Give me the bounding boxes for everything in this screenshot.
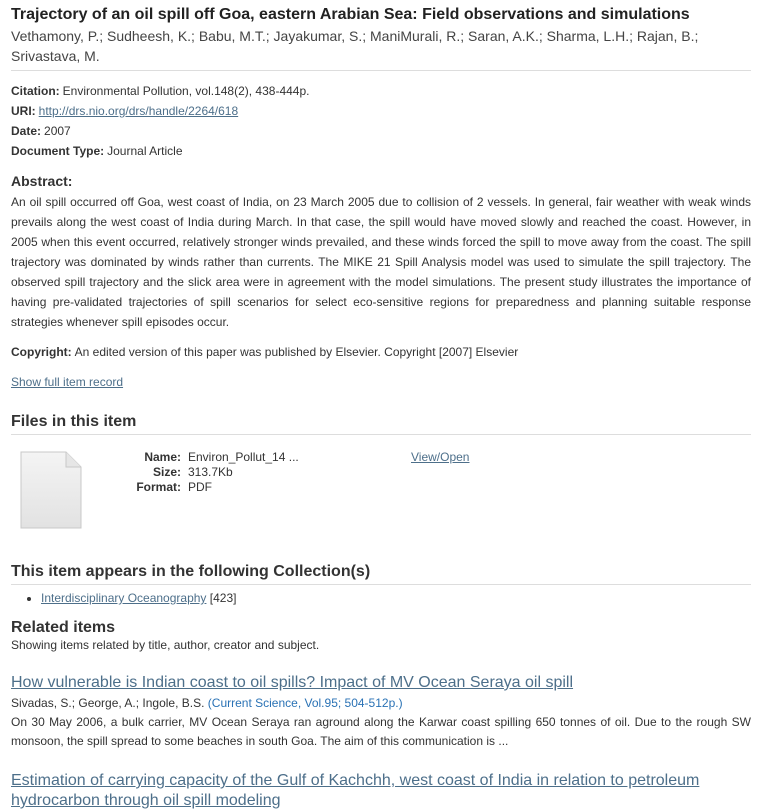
collection-link[interactable]: Interdisciplinary Oceanography <box>41 591 207 605</box>
doctype-value: Journal Article <box>107 144 183 158</box>
abstract-heading: Abstract: <box>11 173 73 189</box>
file-format-value: PDF <box>188 480 212 494</box>
collection-count: [423] <box>209 591 237 605</box>
date-field <box>11 121 751 141</box>
document-icon[interactable] <box>20 451 82 529</box>
citation-value: Environmental Pollution, vol.148(2), 438-444p. <box>62 84 310 98</box>
date-value: 2007 <box>44 124 71 138</box>
citation-label: Citation: <box>11 84 60 98</box>
copyright-field <box>11 342 751 362</box>
show-full-record-link[interactable]: Show full item record <box>11 375 124 389</box>
copyright-label: Copyright: <box>11 345 72 359</box>
list-item <box>41 589 751 607</box>
citation-field <box>11 81 751 101</box>
file-name-value: Environ_Pollut_14 ... <box>188 450 299 464</box>
uri-link[interactable]: http://drs.nio.org/drs/handle/2264/618 <box>38 104 239 118</box>
file-size-label: Size: <box>152 465 181 479</box>
metadata-block <box>11 81 751 161</box>
file-size-value: 313.7Kb <box>188 465 233 479</box>
related-subheading: Showing items related by title, author, creator and subject. <box>11 638 320 652</box>
related-item-description: On 30 May 2006, a bulk carrier, MV Ocean Seraya ran aground along the Karwar coast spilling 650 tonnes of oil. Due to the rough SW monsoon, the spill spread to some beaches in south Goa. The aim of this communication is ... <box>11 715 751 748</box>
related-item-meta <box>11 693 751 713</box>
copyright-value: An edited version of this paper was published by Elsevier. Copyright [2007] Elsevier <box>74 345 519 359</box>
uri-field <box>11 101 751 121</box>
related-item-title-link[interactable]: How vulnerable is Indian coast to oil spills? Impact of MV Ocean Seraya oil spill <box>11 674 574 691</box>
file-info <box>123 450 299 495</box>
view-open-link[interactable]: View/Open <box>411 450 470 464</box>
related-item <box>11 771 751 811</box>
files-heading: Files in this item <box>11 412 751 435</box>
related-item-title-link[interactable]: Estimation of carrying capacity of the Gulf of Kachchh, west coast of India in relation to petroleum hydrocarbon through oil spill modeling <box>11 772 700 809</box>
uri-label: URI: <box>11 104 36 118</box>
doctype-field <box>11 141 751 161</box>
related-item-authors: Sivadas, S.; George, A.; Ingole, B.S. <box>11 696 205 710</box>
file-row <box>11 445 751 537</box>
abstract-text: An oil spill occurred off Goa, west coast of India, on 23 March 2005 due to collision of 2 vessels. In general, fair weather with weak winds prevails along the west coast of India during March. In that case, the spill would have moved slowly and reached the coast. However, in 2005 when this event occurred, relatively stronger winds prevailed, and these winds forced the spill to move away from the coast. The spill trajectory was dominated by winds rather than currents. The MIKE 21 Spill Analysis model was used to simulate the spill trajectory. The observed spill trajectory and the slick area were in agreement with the model simulations. The present study illustrates the importance of having pre-validated trajectories of spill scenarios for select eco-sensitive regions for preparedness and planning suitable response strategies whenever spill episodes occur. <box>11 195 751 329</box>
collections-list <box>11 589 751 607</box>
item-view <box>0 6 759 811</box>
related-heading: Related items <box>11 619 116 636</box>
date-label: Date: <box>11 124 42 138</box>
authors-list: Vethamony, P.; Sudheesh, K.; Babu, M.T.; Jayakumar, S.; ManiMurali, R.; Saran, A.K.; Sharma, L.H.; Rajan, B.; Srivastava, M. <box>11 26 751 71</box>
file-name-label: Name: <box>144 450 181 464</box>
collections-heading: This item appears in the following Collection(s) <box>11 562 751 585</box>
file-format-label: Format: <box>136 480 181 494</box>
page-title: Trajectory of an oil spill off Goa, eastern Arabian Sea: Field observations and simulations <box>11 6 690 23</box>
related-item <box>11 673 751 751</box>
doctype-label: Document Type: <box>11 144 105 158</box>
related-item-citation: (Current Science, Vol.95; 504-512p.) <box>207 696 403 710</box>
